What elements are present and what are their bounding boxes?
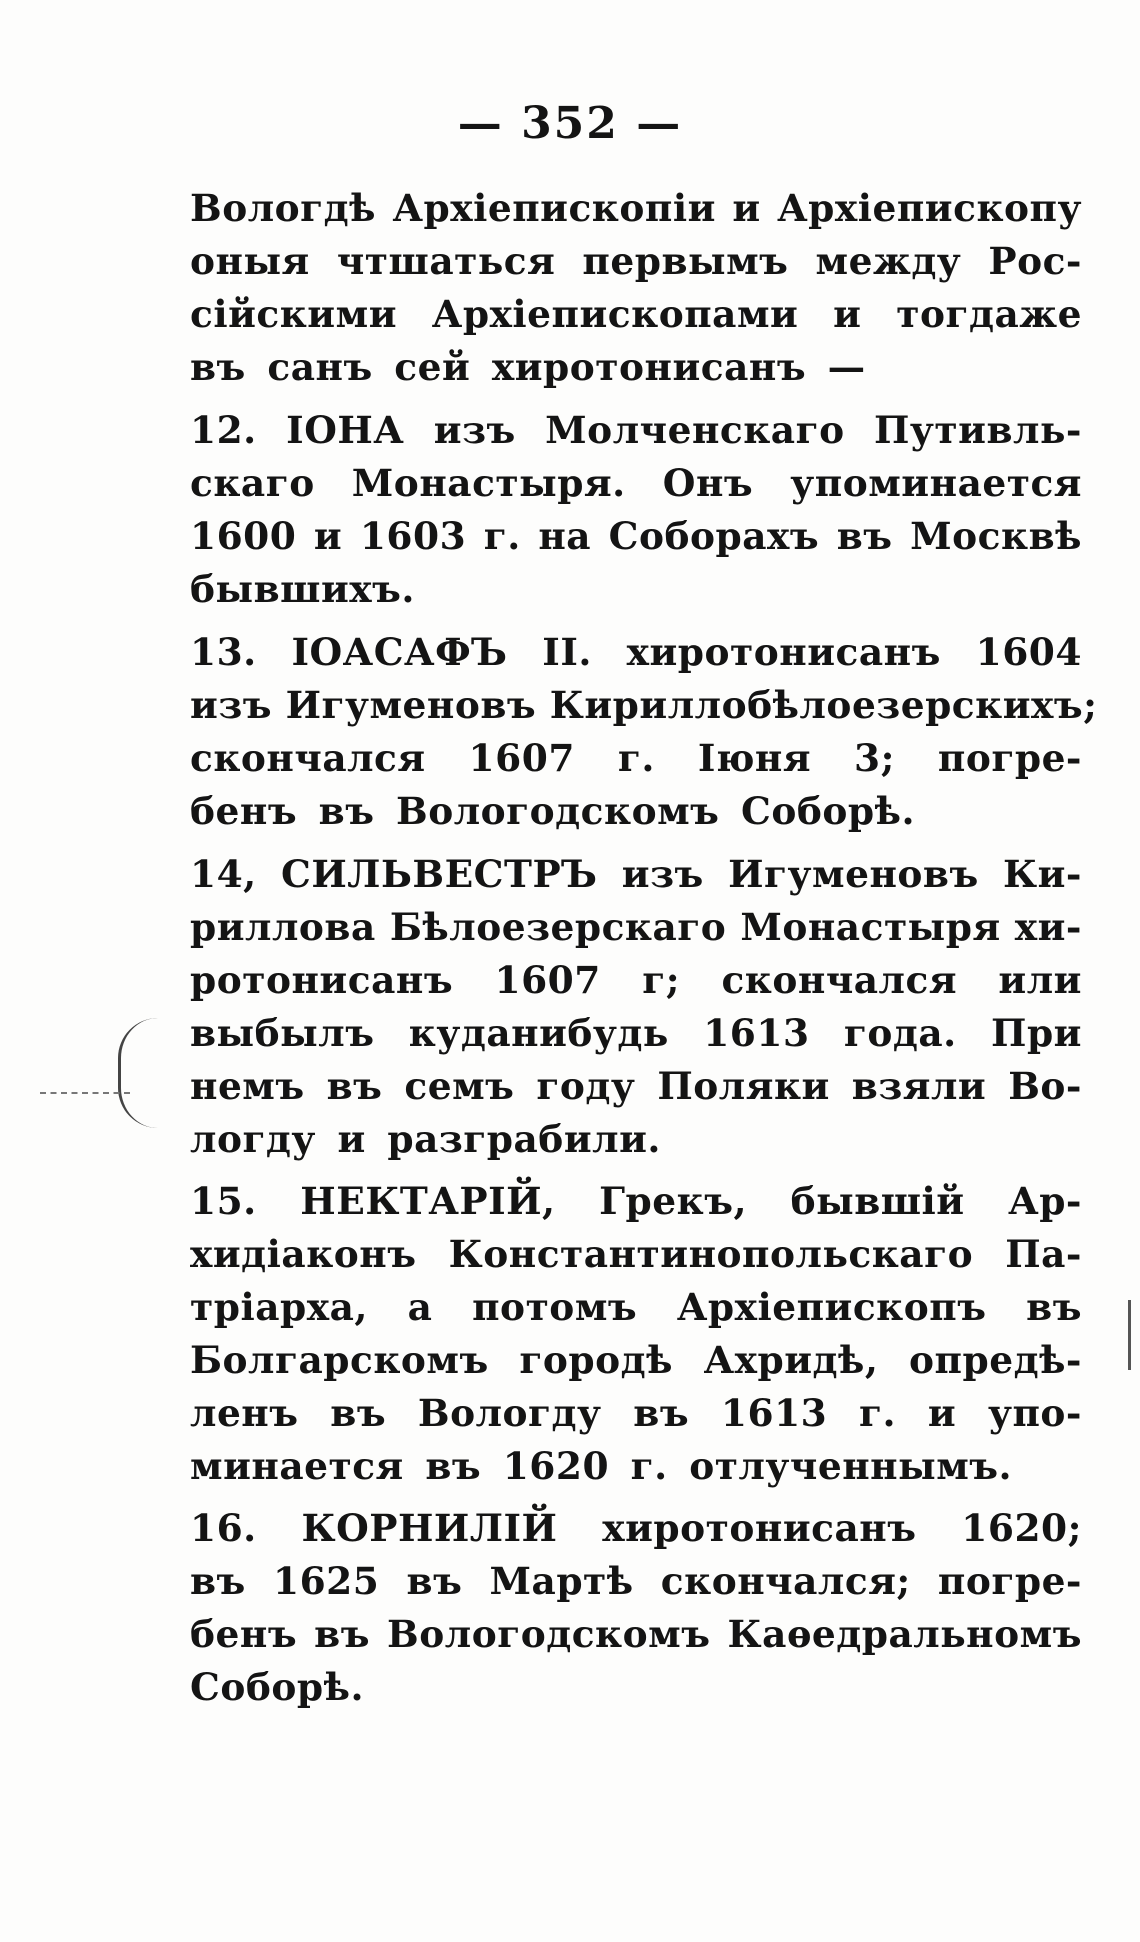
handwritten-bracket-mark — [118, 1018, 161, 1128]
entry-13-ioasaf — [190, 626, 1098, 838]
entry-12-iona — [190, 404, 1082, 616]
text-line: 13. ІОАСАФЪ II. хиротонисанъ 1604 — [190, 630, 1082, 674]
text-line: Соборѣ. — [190, 1665, 365, 1709]
handwritten-dash-mark — [40, 1092, 130, 1094]
text-line: Болгарскомъ городѣ Ахридѣ, опредѣ- — [190, 1338, 1082, 1382]
text-line: немъ въ семъ году Поляки взяли Во- — [190, 1064, 1082, 1108]
text-line: въ 1625 въ Мартѣ скончался; погре- — [190, 1559, 1082, 1603]
text-line: изъ Игуменовъ Кириллобѣлоезерскихъ; — [190, 683, 1098, 727]
text-line: логду и разграбили. — [190, 1117, 661, 1161]
text-line: 15. НЕКТАРІЙ, Грекъ, бывшій Ар- — [190, 1179, 1082, 1223]
entry-16-korniliy — [190, 1502, 1082, 1714]
scan-edge-mark — [1128, 1300, 1131, 1370]
text-line: ротонисанъ 1607 г; скончался или — [190, 958, 1082, 1002]
text-line: въ санъ сей хиротонисанъ — — [190, 345, 866, 389]
text-line: Вологдѣ Архіепископіи и Архіепископу — [190, 186, 1082, 230]
text-line: скончался 1607 г. Іюня 3; погре- — [190, 736, 1082, 780]
text-line: оныя чтшаться первымъ между Рос- — [190, 239, 1082, 283]
text-line: 12. ІОНА изъ Молченскаго Путивль- — [190, 408, 1082, 452]
page-number: — 352 — — [457, 98, 683, 149]
text-line: 16. КОРНИЛІЙ хиротонисанъ 1620; — [190, 1506, 1082, 1550]
entry-14-silvestr — [190, 848, 1082, 1166]
text-line: 1600 и 1603 г. на Соборахъ въ Москвѣ — [190, 514, 1082, 558]
entry-continuation — [190, 182, 1082, 394]
text-line: скаго Монастыря. Онъ упоминается — [190, 461, 1082, 505]
text-line: сійскими Архіепископами и тогдаже — [190, 292, 1082, 336]
text-line: минается въ 1620 г. отлученнымъ. — [190, 1444, 1013, 1488]
text-line: бывшихъ. — [190, 567, 415, 611]
text-line: выбылъ куданибудь 1613 года. При — [190, 1011, 1082, 1055]
text-line: тріарха, а потомъ Архіепископъ въ — [190, 1285, 1082, 1329]
entry-15-nektariy — [190, 1175, 1082, 1493]
text-line: ленъ въ Вологду въ 1613 г. и упо- — [190, 1391, 1082, 1435]
text-line: бенъ въ Вологодскомъ Каѳедральномъ — [190, 1612, 1082, 1656]
text-line: хидіаконъ Константинопольскаго Па- — [190, 1232, 1082, 1276]
text-line: риллова Бѣлоезерскаго Монастыря хи- — [190, 905, 1082, 949]
text-line: бенъ въ Вологодскомъ Соборѣ. — [190, 789, 916, 833]
text-line: 14, СИЛЬВЕСТРЪ изъ Игуменовъ Ки- — [190, 852, 1082, 896]
